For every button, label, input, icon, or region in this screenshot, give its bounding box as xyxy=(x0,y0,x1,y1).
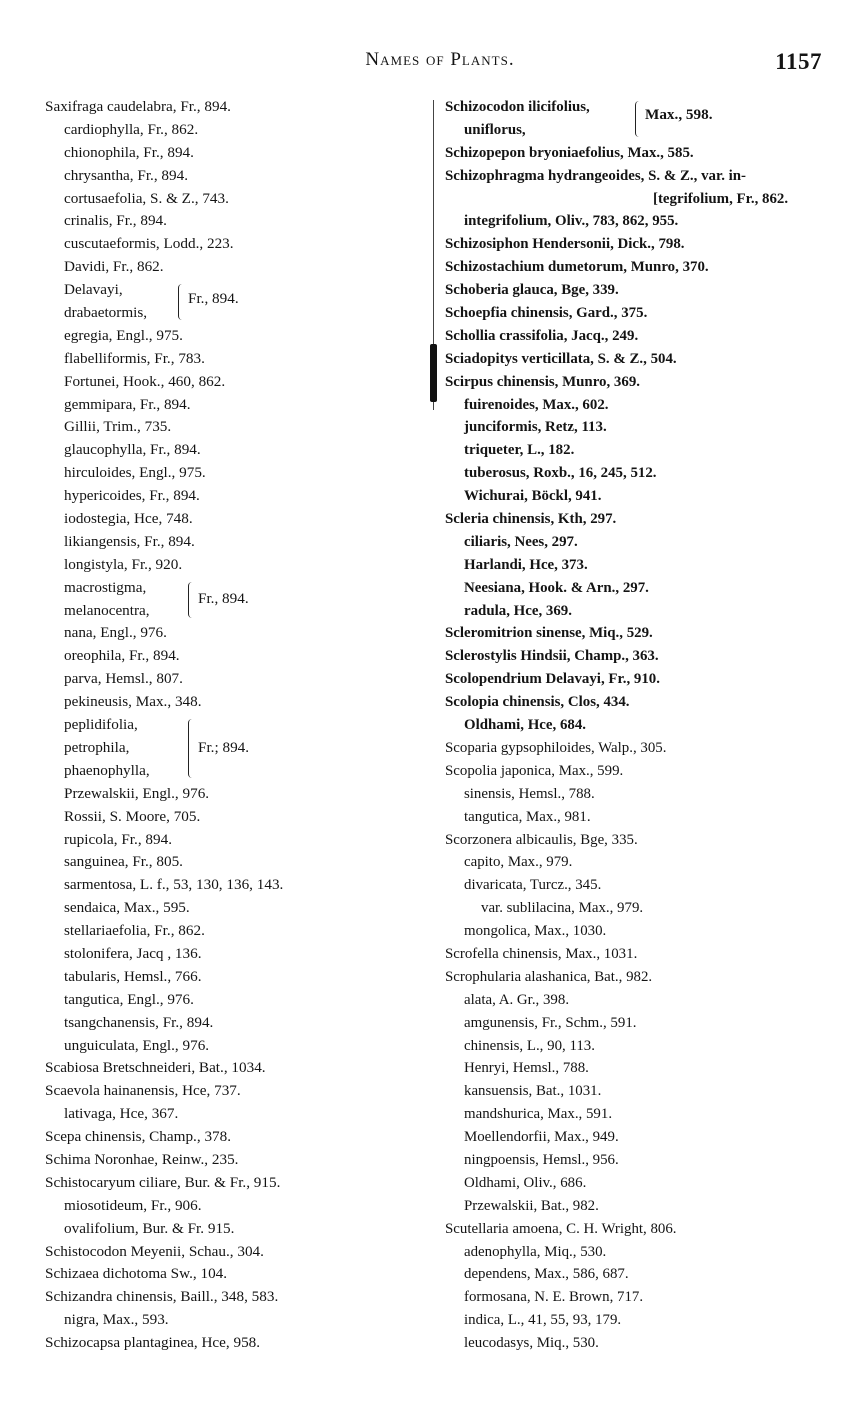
bracketed-name: uniflorus, xyxy=(464,121,526,138)
index-subentry: fuirenoides, Max., 602. xyxy=(464,396,609,413)
index-entry: Schizosiphon Hendersonii, Dick., 798. xyxy=(445,236,685,253)
index-entry: Scopolia japonica, Max., 599. xyxy=(445,762,624,779)
index-subentry: var. sublilacina, Max., 979. xyxy=(481,900,644,917)
index-subentry: likiangensis, Fr., 894. xyxy=(64,532,195,550)
bracketed-entry-group xyxy=(45,279,430,325)
index-entry: Schoberia glauca, Bge, 339. xyxy=(445,282,619,299)
index-subentry: integrifolium, Oliv., 783, 862, 955. xyxy=(464,213,679,230)
left-column xyxy=(45,96,430,1355)
bracketed-reference: Fr., 894. xyxy=(198,590,249,608)
bracketed-entry-group xyxy=(445,96,840,142)
index-subentry: stellariaefolia, Fr., 862. xyxy=(64,922,205,940)
curly-brace-mark xyxy=(188,582,196,618)
index-entry: Schima Noronhae, Reinw., 235. xyxy=(45,1150,239,1168)
index-subentry: tangutica, Engl., 976. xyxy=(64,990,194,1008)
index-subentry: adenophylla, Miq., 530. xyxy=(464,1243,607,1260)
index-subentry: Neesiana, Hook. & Arn., 297. xyxy=(464,579,649,596)
index-entry: Schizaea dichotoma Sw., 104. xyxy=(45,1265,228,1283)
page-number: 1157 xyxy=(775,49,822,74)
index-entry: Scaevola hainanensis, Hce, 737. xyxy=(45,1082,241,1100)
index-subentry: Rossii, S. Moore, 705. xyxy=(64,807,201,825)
index-subentry: stolonifera, Jacq , 136. xyxy=(64,944,202,962)
index-entry: Schizandra chinensis, Baill., 348, 583. xyxy=(45,1288,279,1306)
index-subentry: cardiophylla, Fr., 862. xyxy=(64,120,199,138)
index-subentry: triqueter, L., 182. xyxy=(464,442,575,459)
bracketed-name: Delavayi, xyxy=(64,281,123,299)
index-subentry: sinensis, Hemsl., 788. xyxy=(464,785,595,802)
index-subentry: radula, Hce, 369. xyxy=(464,602,572,619)
bracketed-name: melanocentra, xyxy=(64,601,150,619)
index-entry: Scirpus chinensis, Munro, 369. xyxy=(445,373,640,390)
index-entry: Schoepfia chinensis, Gard., 375. xyxy=(445,305,648,322)
index-entry: Schizophragma hydrangeoides, S. & Z., var. in- xyxy=(445,167,747,184)
bracketed-entry-group xyxy=(45,714,430,783)
bracketed-name: drabaetormis, xyxy=(64,304,148,322)
right-column xyxy=(445,96,840,1355)
index-subentry: chionophila, Fr., 894. xyxy=(64,143,194,161)
index-entry: Scleromitrion sinense, Miq., 529. xyxy=(445,625,653,642)
index-entry: Scorzonera albicaulis, Bge, 335. xyxy=(445,831,638,848)
index-subentry: gemmipara, Fr., 894. xyxy=(64,395,191,413)
bracketed-entry-group xyxy=(45,577,430,623)
index-subentry: parva, Hemsl., 807. xyxy=(64,670,183,688)
index-subentry: lativaga, Hce, 367. xyxy=(64,1105,179,1123)
index-subentry: alata, A. Gr., 398. xyxy=(464,991,570,1008)
index-subentry: indica, L., 41, 55, 93, 179. xyxy=(464,1312,622,1329)
running-head-title: Names of Plants. xyxy=(365,49,515,70)
margin-mark xyxy=(430,344,437,402)
index-subentry: tabularis, Hemsl., 766. xyxy=(64,967,202,985)
index-subentry: longistyla, Fr., 920. xyxy=(64,555,183,573)
index-subentry: cuscutaeformis, Lodd., 223. xyxy=(64,235,234,253)
index-subentry: ovalifolium, Bur. & Fr. 915. xyxy=(64,1219,235,1237)
index-subentry: dependens, Max., 586, 687. xyxy=(464,1266,629,1283)
index-subentry: cortusaefolia, S. & Z., 743. xyxy=(64,189,229,207)
index-subentry: sarmentosa, L. f., 53, 130, 136, 143. xyxy=(64,876,284,894)
index-entry: Sclerostylis Hindsii, Champ., 363. xyxy=(445,648,659,665)
bracketed-name: phaenophylla, xyxy=(64,761,150,779)
index-subentry: Przewalskii, Bat., 982. xyxy=(464,1197,599,1214)
index-subentry: pekineusis, Max., 348. xyxy=(64,693,202,711)
index-entry: Schistocodon Meyenii, Schau., 304. xyxy=(45,1242,264,1260)
index-subentry: capito, Max., 979. xyxy=(464,854,573,871)
index-entry: Scepa chinensis, Champ., 378. xyxy=(45,1128,232,1146)
index-subentry: tsangchanensis, Fr., 894. xyxy=(64,1013,214,1031)
index-subentry: Fortunei, Hook., 460, 862. xyxy=(64,372,226,390)
index-subentry: Gillii, Trim., 735. xyxy=(64,418,172,436)
index-subentry: miosotideum, Fr., 906. xyxy=(64,1196,202,1214)
index-subentry: [tegrifolium, Fr., 862. xyxy=(653,190,789,207)
index-subentry: leucodasys, Miq., 530. xyxy=(464,1335,599,1352)
index-entry: Sciadopitys verticillata, S. & Z., 504. xyxy=(445,350,677,367)
index-subentry: nigra, Max., 593. xyxy=(64,1311,169,1329)
index-subentry: ciliaris, Nees, 297. xyxy=(464,533,578,550)
index-subentry: hypericoides, Fr., 894. xyxy=(64,487,200,505)
index-subentry: iodostegia, Hce, 748. xyxy=(64,510,193,528)
index-subentry: ningpoensis, Hemsl., 956. xyxy=(464,1151,619,1168)
index-subentry: junciformis, Retz, 113. xyxy=(464,419,607,436)
index-subentry: oreophila, Fr., 894. xyxy=(64,647,180,665)
index-entry: Schizocapsa plantaginea, Hce, 958. xyxy=(45,1334,261,1352)
index-subentry: egregia, Engl., 975. xyxy=(64,326,183,344)
index-entry: Schollia crassifolia, Jacq., 249. xyxy=(445,327,639,344)
curly-brace-mark xyxy=(188,719,196,778)
curly-brace-mark xyxy=(635,101,643,137)
index-entry: Scrophularia alashanica, Bat., 982. xyxy=(445,968,653,985)
index-subentry: mandshurica, Max., 591. xyxy=(464,1106,613,1123)
index-subentry: Davidi, Fr., 862. xyxy=(64,258,164,276)
index-subentry: chinensis, L., 90, 113. xyxy=(464,1037,595,1054)
index-subentry: flabelliformis, Fr., 783. xyxy=(64,349,205,367)
index-entry: Scabiosa Bretschneideri, Bat., 1034. xyxy=(45,1059,266,1077)
index-subentry: amgunensis, Fr., Schm., 591. xyxy=(464,1014,637,1031)
index-subentry: Henryi, Hemsl., 788. xyxy=(464,1060,589,1077)
bracketed-reference: Fr.; 894. xyxy=(198,738,250,756)
bracketed-reference: Max., 598. xyxy=(645,106,713,124)
index-subentry: kansuensis, Bat., 1031. xyxy=(464,1083,602,1100)
curly-brace-mark xyxy=(178,284,186,320)
index-subentry: hirculoides, Engl., 975. xyxy=(64,464,206,482)
index-subentry: tangutica, Max., 981. xyxy=(464,808,591,825)
bracketed-name: macrostigma, xyxy=(64,578,147,596)
index-subentry: formosana, N. E. Brown, 717. xyxy=(464,1289,644,1306)
index-entry: Scleria chinensis, Kth, 297. xyxy=(445,511,617,528)
index-subentry: mongolica, Max., 1030. xyxy=(464,923,607,940)
index-subentry: Oldhami, Oliv., 686. xyxy=(464,1174,587,1191)
index-subentry: sanguinea, Fr., 805. xyxy=(64,853,183,871)
index-entry: Schistocaryum ciliare, Bur. & Fr., 915. xyxy=(45,1173,281,1191)
index-subentry: Przewalskii, Engl., 976. xyxy=(64,784,210,802)
index-entry: Scrofella chinensis, Max., 1031. xyxy=(445,945,638,962)
index-entry: Scoparia gypsophiloides, Walp., 305. xyxy=(445,739,667,756)
index-subentry: divaricata, Turcz., 345. xyxy=(464,877,602,894)
index-subentry: sendaica, Max., 595. xyxy=(64,899,190,917)
index-subentry: Harlandi, Hce, 373. xyxy=(464,556,588,573)
index-subentry: chrysantha, Fr., 894. xyxy=(64,166,189,184)
index-entry: Scutellaria amoena, C. H. Wright, 806. xyxy=(445,1220,677,1237)
index-entry: Schizopepon bryoniaefolius, Max., 585. xyxy=(445,144,694,161)
index-entry: Scolopendrium Delavayi, Fr., 910. xyxy=(445,671,660,688)
index-subentry: Oldhami, Hce, 684. xyxy=(464,717,587,734)
bracketed-name: petrophila, xyxy=(64,738,130,756)
index-subentry: Wichurai, Böckl, 941. xyxy=(464,488,602,505)
index-subentry: rupicola, Fr., 894. xyxy=(64,830,172,848)
index-subentry: nana, Engl., 976. xyxy=(64,624,167,642)
index-entry: Saxifraga caudelabra, Fr., 894. xyxy=(45,98,231,115)
index-subentry: Moellendorfii, Max., 949. xyxy=(464,1129,619,1146)
bracketed-name: Schizocodon ilicifolius, xyxy=(445,99,590,115)
index-subentry: tuberosus, Roxb., 16, 245, 512. xyxy=(464,465,657,482)
index-entry: Schizostachium dumetorum, Munro, 370. xyxy=(445,259,709,276)
bracketed-name: peplidifolia, xyxy=(64,716,138,734)
index-subentry: glaucophylla, Fr., 894. xyxy=(64,441,201,459)
bracketed-reference: Fr., 894. xyxy=(188,289,239,307)
index-subentry: unguiculata, Engl., 976. xyxy=(64,1036,210,1054)
index-subentry: crinalis, Fr., 894. xyxy=(64,212,167,230)
index-entry: Scolopia chinensis, Clos, 434. xyxy=(445,694,630,711)
